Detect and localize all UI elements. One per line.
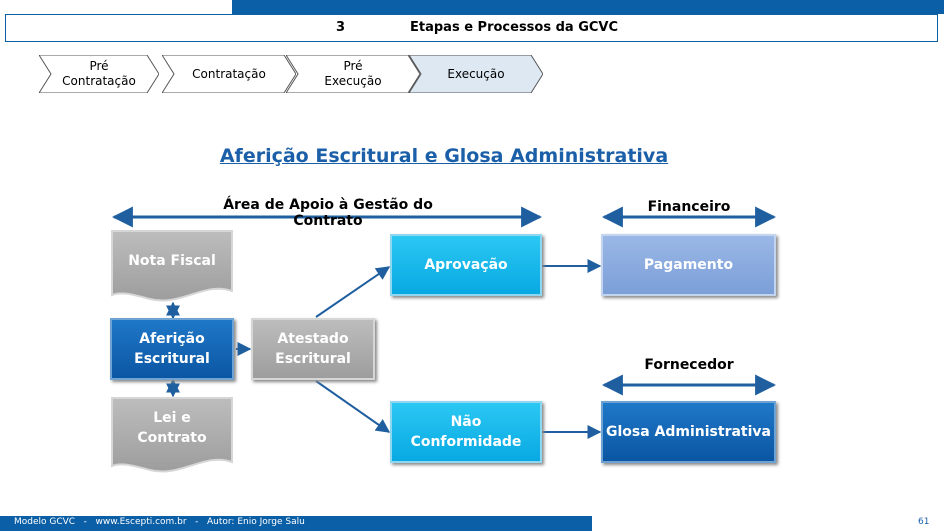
atestado-line1: Atestado xyxy=(277,331,349,347)
atestado-escritural-box xyxy=(251,318,375,380)
atestado-to-aprovacao-arrow xyxy=(316,267,389,317)
atestado-line2: Escritural xyxy=(275,351,351,367)
afericao-line1: Aferição xyxy=(139,331,205,347)
step-label: Execução xyxy=(447,66,505,81)
fornecedor-label: Fornecedor xyxy=(644,357,734,373)
step-label: Contratação xyxy=(192,66,266,81)
section-number: 3 xyxy=(336,20,346,35)
page-number: 61 xyxy=(918,517,930,527)
nota-fiscal-label: Nota Fiscal xyxy=(128,253,216,269)
footer-text: Modelo GCVC - www.Escepti.com.br - Autor: Enio Jorge Salu xyxy=(14,517,305,527)
glosa-administrativa-box: Glosa Administrativa xyxy=(601,401,776,463)
nao-conformidade-line1: Não xyxy=(450,414,482,430)
lei-label-line2: Contrato xyxy=(137,430,207,446)
section-title: Etapas e Processos da GCVC xyxy=(410,20,619,35)
nao-conformidade-box xyxy=(390,401,542,463)
area-apoio-label: Área de Apoio à Gestão do Contrato xyxy=(223,197,433,229)
financeiro-label: Financeiro xyxy=(647,199,731,215)
lei-contrato-document xyxy=(110,396,234,476)
atestado-to-nao-conformidade-arrow xyxy=(316,381,389,432)
nota-fiscal-document xyxy=(110,229,234,305)
aprovacao-box: Aprovação xyxy=(390,234,542,296)
afericao-escritural-box xyxy=(110,318,234,380)
nao-conformidade-line2: Conformidade xyxy=(410,434,522,450)
afericao-line2: Escritural xyxy=(134,351,210,367)
step-label-line1: Pré xyxy=(89,59,109,73)
lei-label-line1: Lei e xyxy=(153,410,191,426)
pagamento-box: Pagamento xyxy=(601,234,776,296)
diagram-title: Aferição Escritural e Glosa Administrativa xyxy=(219,145,669,167)
step-label-line1: Pré xyxy=(343,59,363,73)
step-label-line2: Execução xyxy=(324,74,382,88)
step-label-line2: Contratação xyxy=(62,74,136,88)
